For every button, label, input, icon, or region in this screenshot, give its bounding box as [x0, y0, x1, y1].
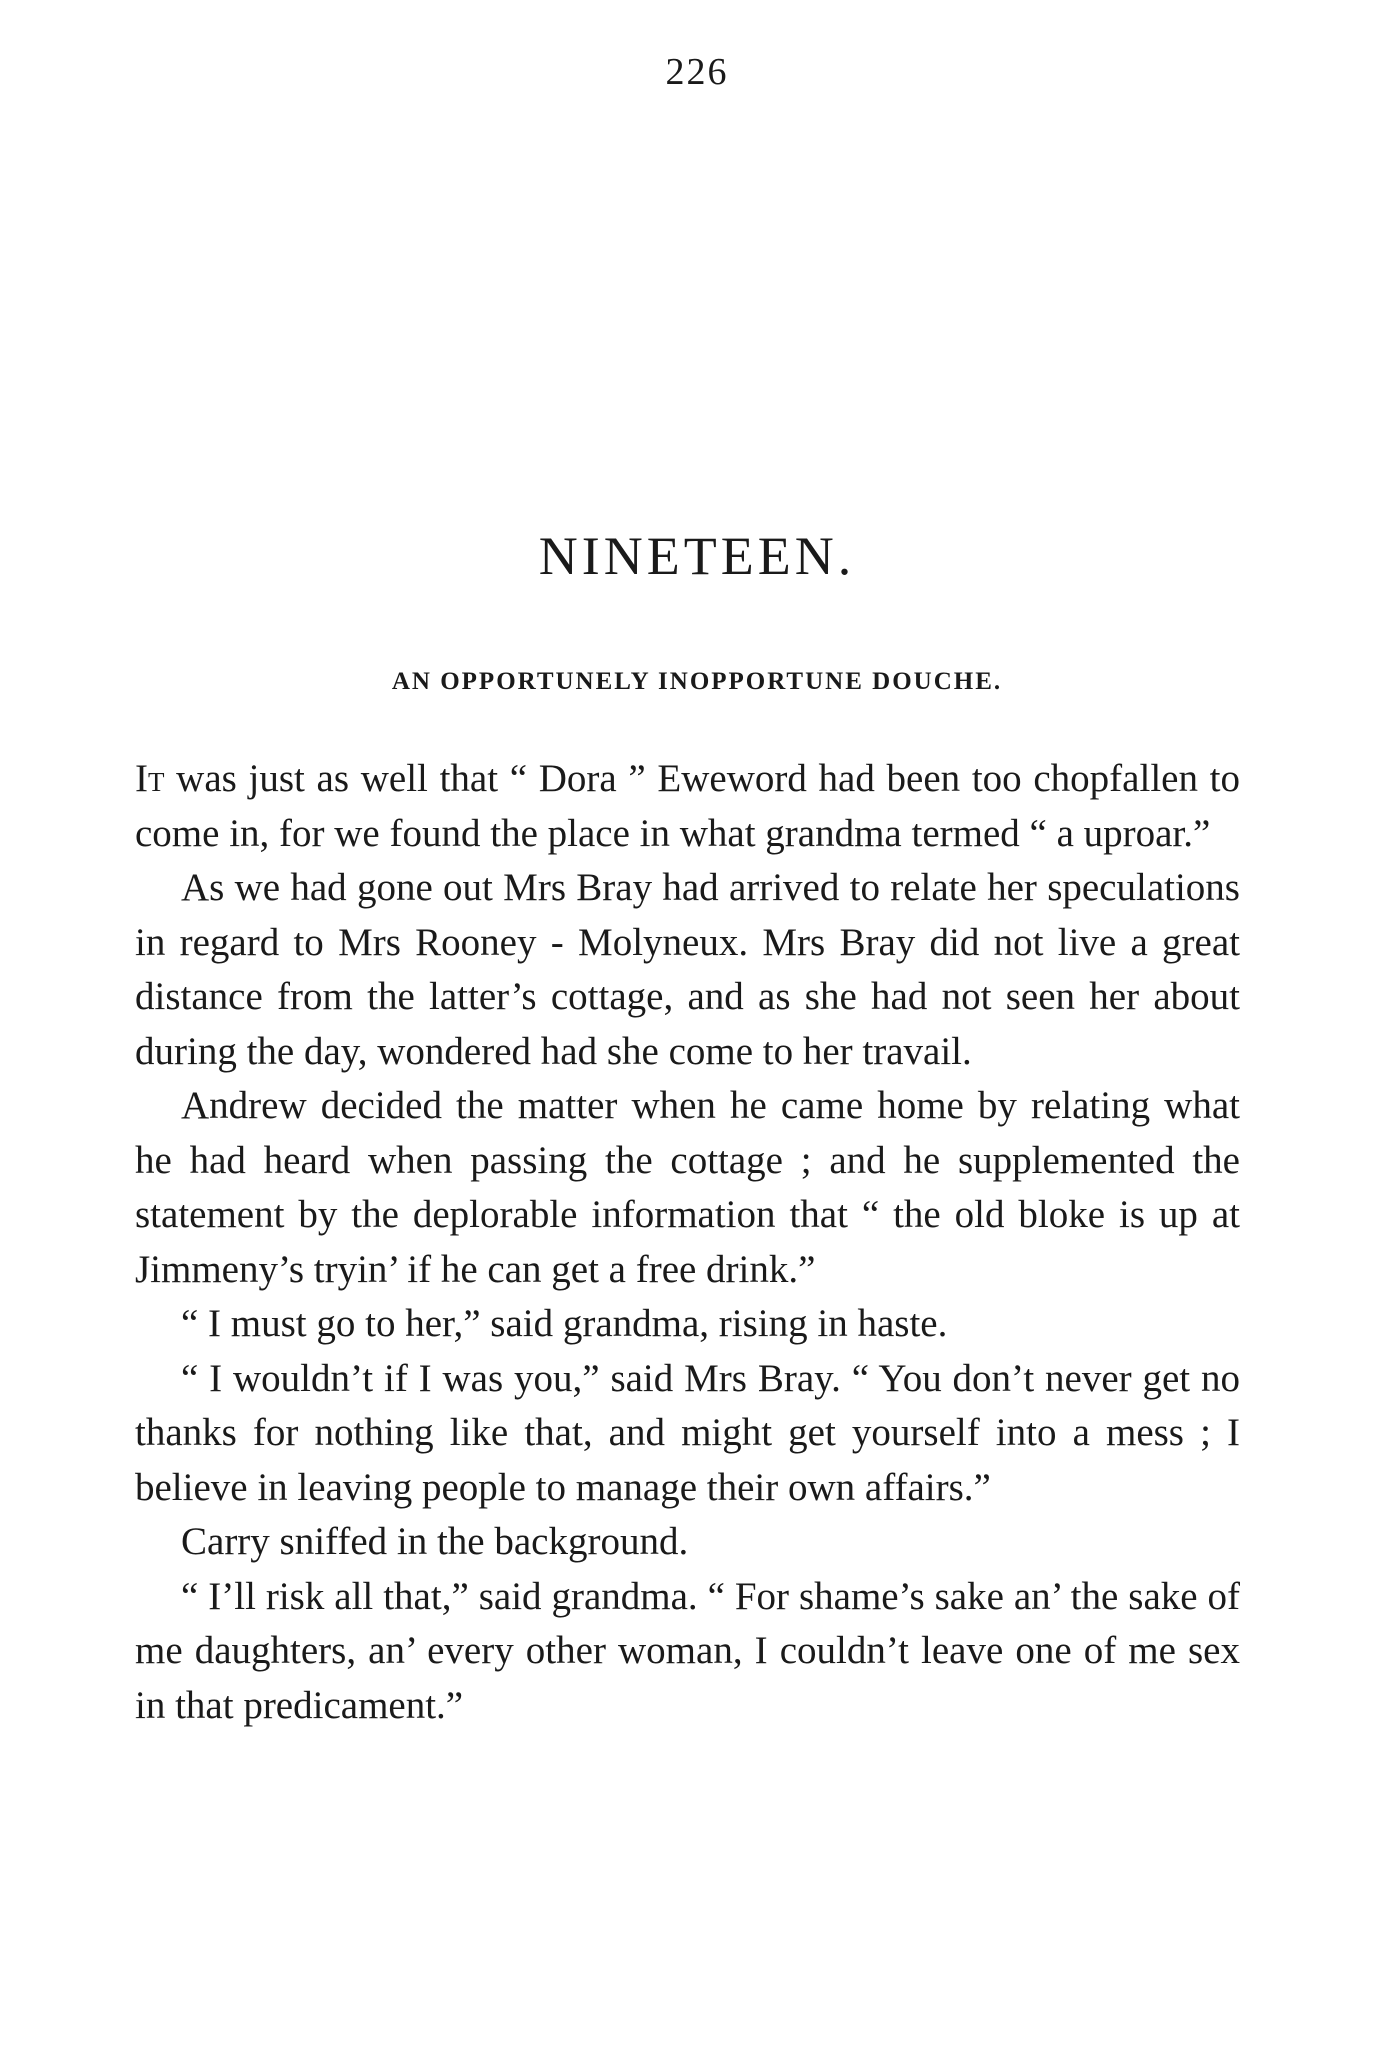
chapter-subtitle: AN OPPORTUNELY INOPPORTUNE DOUCHE. [391, 668, 1003, 695]
paragraph [135, 752, 1240, 861]
chapter-title: NINETEEN. [538, 526, 856, 586]
paragraph: “ I must go to her,” said grandma, rising in haste. [181, 1302, 948, 1345]
paragraph: “ I wouldn’t if I was you,” said Mrs Bray. “ You don’t never get no thanks for nothing like that, and might get yourself into a mess ; I believe in leaving people to manage their own affairs.” [135, 1356, 1240, 1509]
paragraph: “ I’ll risk all that,” said grandma. “ For shame’s sake an’ the sake of me daughters, an’ every other woman, I couldn’t leave one of me sex in that predicament.” [135, 1574, 1240, 1727]
paragraph: As we had gone out Mrs Bray had arrived to relate her speculations in regard to Mrs Rooney - Molyneux. Mrs Bray did not live a great distance from the latter’s cottage, and as she had not seen her about during the day, wondered had she come to her travail. [135, 866, 1240, 1073]
paragraph-lead-word: It [135, 757, 165, 800]
paragraph: Carry sniffed in the background. [181, 1520, 689, 1563]
paragraph-text: was just as well that “ Dora ” Eweword had been too chopfallen to come in, for we found the place in what grandma termed “ a uproar.” [135, 757, 1240, 855]
page-number: 226 [665, 51, 729, 93]
paragraph: Andrew decided the matter when he came home by relating what he had heard when passing the cottage ; and he supplemented the statement by the deplorable information that “ the old bloke is up at Jimmeny’s tryin’ if he can get a free drink.” [135, 1084, 1240, 1291]
chapter-body [135, 752, 1240, 1733]
